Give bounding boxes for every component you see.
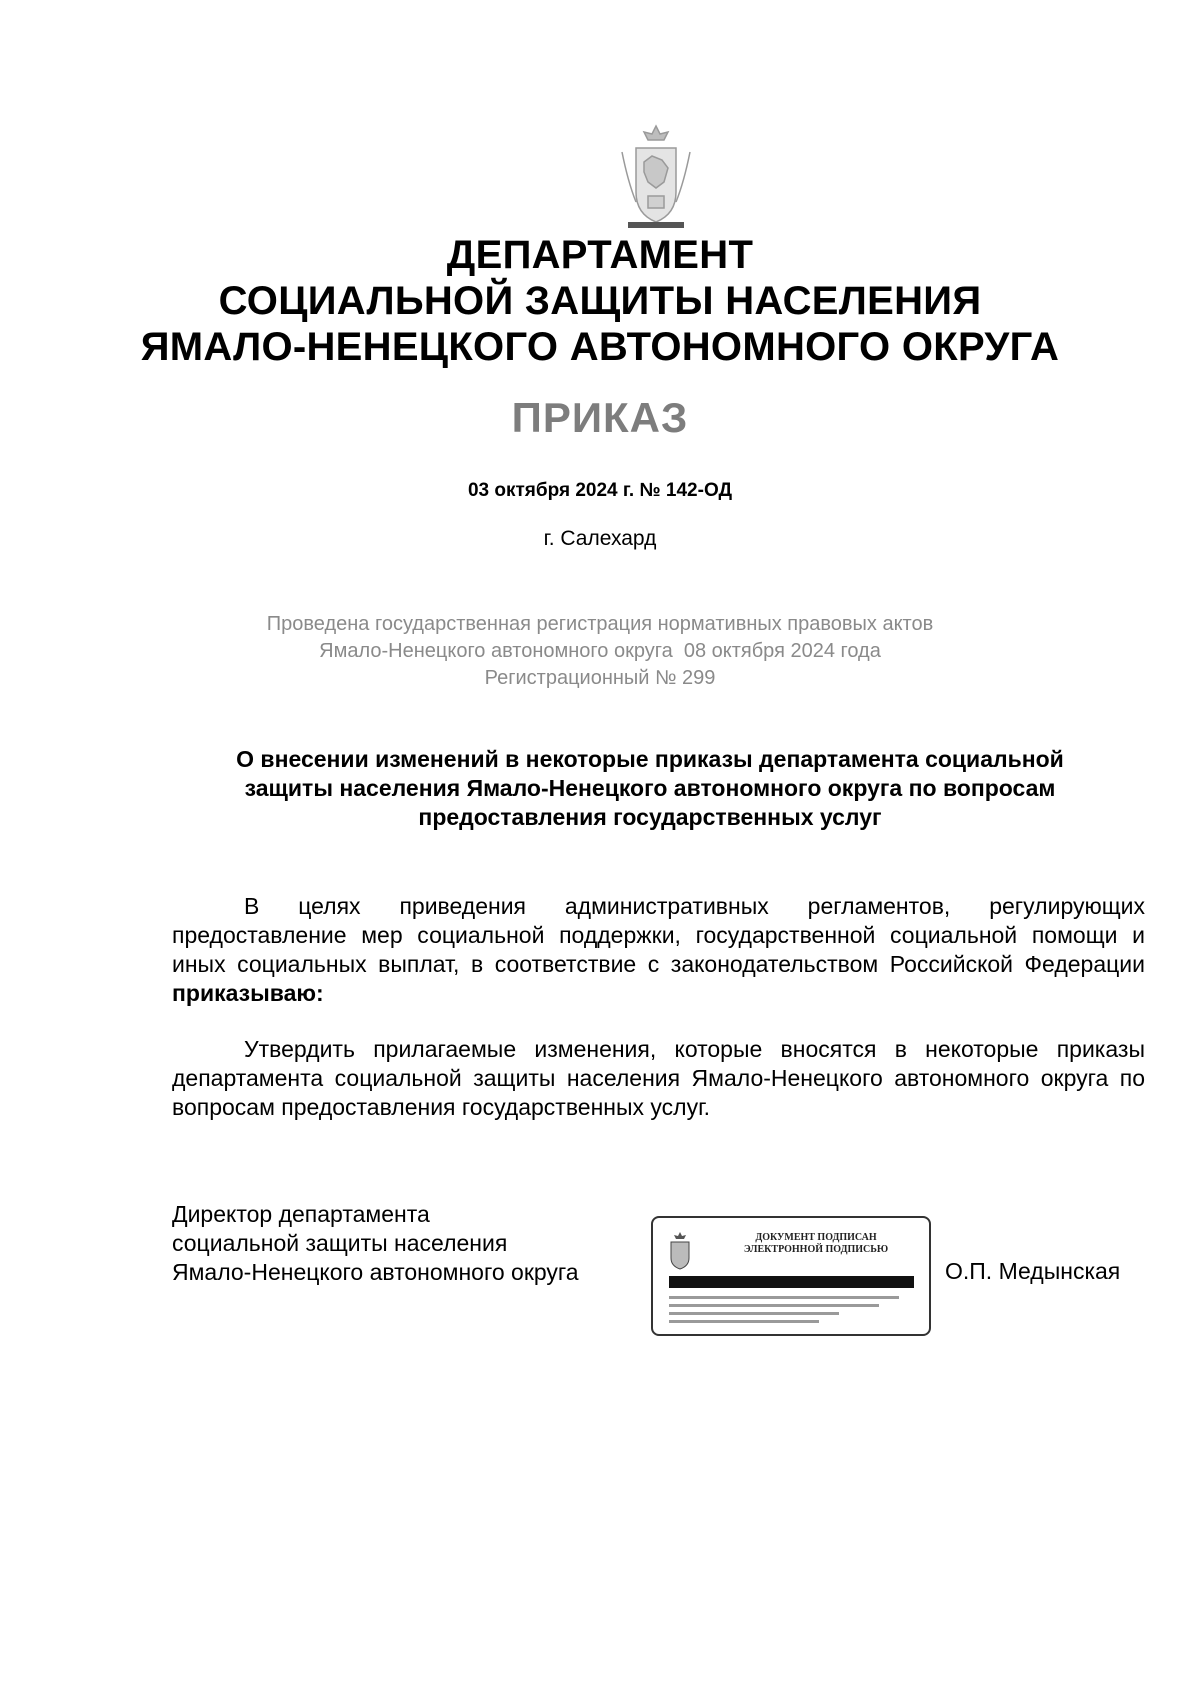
order-subject	[170, 745, 1130, 832]
stamp-certificate-bar	[669, 1276, 914, 1288]
stamp-detail-line	[669, 1296, 899, 1299]
department-line-2: СОЦИАЛЬНОЙ ЗАЩИТЫ НАСЕЛЕНИЯ	[218, 279, 982, 323]
department-line-1: ДЕПАРТАМЕНТ	[446, 233, 754, 277]
subject-line-2: защиты населения Ямало-Ненецкого автономного округа по вопросам	[244, 775, 1056, 801]
registration-note	[0, 611, 1200, 692]
stamp-emblem-icon	[665, 1230, 695, 1270]
stamp-detail-line	[669, 1312, 839, 1315]
signer-line-2: социальной защиты населения	[172, 1230, 508, 1256]
signer-line-3: Ямало-Ненецкого автономного округа	[172, 1259, 579, 1285]
subject-line-3: предоставления государственных услуг	[418, 804, 882, 830]
department-title	[0, 232, 1200, 370]
registration-line-2: Ямало-Ненецкого автономного округа 08 октября 2024 года	[319, 640, 881, 662]
stamp-title-line-2: ЭЛЕКТРОННОЙ ПОДПИСЬЮ	[743, 1244, 889, 1255]
paragraph-2-text: Утвердить прилагаемые изменения, которые вносятся в некоторые приказы департамента социальной защиты населения Ямало-Ненецкого автономного округа по вопросам предоставления государственных услуг.	[172, 1036, 1145, 1120]
signer-line-1: Директор департамента	[172, 1201, 430, 1227]
subject-line-1: О внесении изменений в некоторые приказы департамента социальной	[236, 746, 1064, 772]
signer-position	[172, 1200, 579, 1287]
signer-name: О.П. Медынская	[945, 1258, 1121, 1284]
stamp-detail-line	[669, 1320, 819, 1323]
stamp-title	[705, 1232, 927, 1256]
department-line-3: ЯМАЛО-НЕНЕЦКОГО АВТОНОМНОГО ОКРУГА	[140, 325, 1060, 369]
order-city: г. Салехард	[543, 527, 657, 550]
body-paragraph-2	[172, 1035, 1145, 1122]
paragraph-1-bold: приказываю:	[172, 980, 324, 1006]
stamp-detail-line	[669, 1304, 879, 1307]
paragraph-1-text: В целях приведения административных регламентов, регулирующих предоставление мер социальной поддержки, государственной социальной помощи и иных социальных выплат, в соответствие с законодательством Российской Федерации	[172, 893, 1145, 977]
stamp-title-line-1: ДОКУМЕНТ ПОДПИСАН	[755, 1232, 877, 1243]
order-title: ПРИКАЗ	[511, 394, 689, 441]
registration-line-1: Проведена государственная регистрация нормативных правовых актов	[266, 613, 934, 635]
body-paragraph-1	[172, 892, 1145, 1008]
coat-of-arms-icon	[612, 122, 700, 234]
order-date-number: 03 октября 2024 г. № 142-ОД	[467, 480, 733, 501]
registration-line-3: Регистрационный № 299	[484, 667, 716, 689]
electronic-signature-stamp	[651, 1216, 931, 1336]
